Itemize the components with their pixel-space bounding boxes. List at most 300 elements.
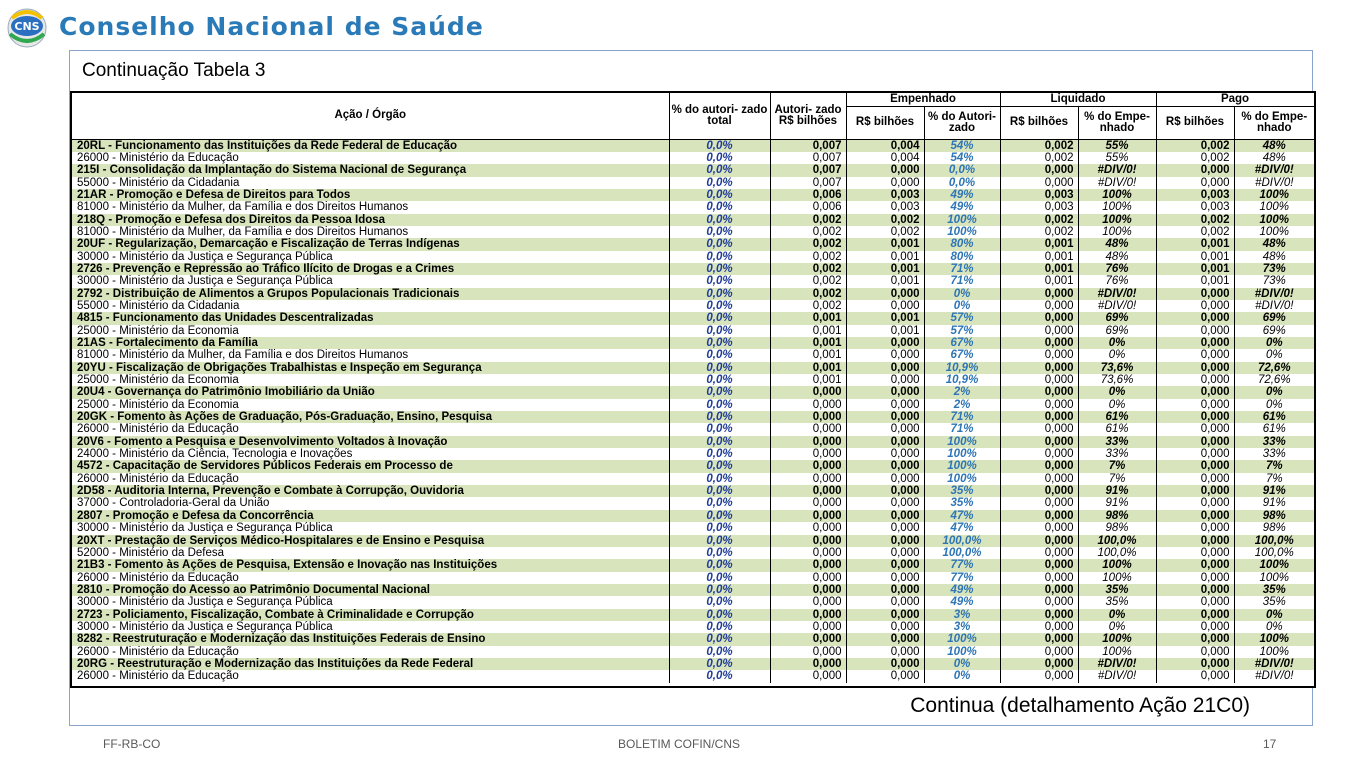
cell-pct-total: 0,0% [669,572,770,584]
orgao-row [72,201,1314,213]
cell-liq-pct: 98% [1078,522,1156,534]
cell-emp: 0,000 [846,510,924,522]
cell-emp-pct: 100,0% [924,547,1000,559]
cell-liq-pct: 0% [1078,609,1156,621]
cell-label: 2726 - Prevenção e Repressão ao Tráfico Ilícito de Drogas e a Crimes [72,263,669,275]
header-pag-rs: R$ bilhões [1156,106,1234,139]
cell-emp: 0,001 [846,238,924,250]
cell-aut: 0,000 [770,547,846,559]
cell-aut: 0,000 [770,436,846,448]
cell-pct-total: 0,0% [669,337,770,349]
cell-pag: 0,000 [1156,510,1234,522]
cell-pag: 0,000 [1156,374,1234,386]
cell-pag-pct: 35% [1234,584,1314,596]
cell-pct-total: 0,0% [669,596,770,608]
cell-liq-pct: 61% [1078,423,1156,435]
acao-row [72,288,1314,300]
cell-aut: 0,000 [770,510,846,522]
cell-liq: 0,000 [1000,547,1078,559]
cell-liq-pct: 0% [1078,621,1156,633]
cell-liq: 0,001 [1000,251,1078,263]
cell-liq: 0,002 [1000,152,1078,164]
cell-pag: 0,000 [1156,584,1234,596]
cell-aut: 0,000 [770,399,846,411]
cell-liq-pct: 100% [1078,214,1156,226]
cell-liq-pct: 100,0% [1078,535,1156,547]
acao-row [72,460,1314,472]
cell-pag-pct: 73% [1234,275,1314,287]
cell-label: 218Q - Promoção e Defesa dos Direitos da Pessoa Idosa [72,214,669,226]
cell-label: 26000 - Ministério da Educação [72,646,669,658]
cell-pag: 0,000 [1156,547,1234,559]
cell-pag: 0,002 [1156,152,1234,164]
orgao-row [72,275,1314,287]
cell-pag-pct: 7% [1234,473,1314,485]
cell-emp: 0,000 [846,609,924,621]
cell-liq: 0,000 [1000,399,1078,411]
cell-pag-pct: 72,6% [1234,374,1314,386]
cell-pag-pct: 61% [1234,411,1314,423]
cell-liq-pct: 98% [1078,510,1156,522]
orgao-row [72,251,1314,263]
cell-pct-total: 0,0% [669,251,770,263]
cell-label: 30000 - Ministério da Justiça e Segurança Pública [72,596,669,608]
cell-pct-total: 0,0% [669,214,770,226]
cell-emp-pct: 49% [924,201,1000,213]
cell-emp-pct: 3% [924,609,1000,621]
orgao-row [72,177,1314,189]
cell-pct-total: 0,0% [669,152,770,164]
cell-pct-total: 0,0% [669,609,770,621]
header-liquidado: Liquidado [1000,93,1156,106]
svg-text:CNS: CNS [14,20,40,33]
cell-pct-total: 0,0% [669,559,770,571]
cell-label: 20GK - Fomento às Ações de Graduação, Pós-Graduação, Ensino, Pesquisa [72,411,669,423]
cell-liq-pct: 100,0% [1078,547,1156,559]
cell-pag-pct: 0% [1234,337,1314,349]
footer-center: BOLETIM COFIN/CNS [618,737,741,751]
cell-pag: 0,000 [1156,312,1234,324]
cell-aut: 0,000 [770,559,846,571]
cell-pag: 0,000 [1156,633,1234,645]
cell-aut: 0,000 [770,621,846,633]
acao-row [72,312,1314,324]
cell-liq-pct: 69% [1078,312,1156,324]
header-liq-rs: R$ bilhões [1000,106,1078,139]
cell-emp-pct: 10,9% [924,374,1000,386]
cell-pag-pct: #DIV/0! [1234,658,1314,670]
cell-pag-pct: 100% [1234,201,1314,213]
cell-liq: 0,000 [1000,349,1078,361]
acao-row [72,658,1314,670]
acao-row [72,411,1314,423]
header-pag-pct: % do Empe- nhado [1234,106,1314,139]
cell-liq: 0,000 [1000,460,1078,472]
acao-row [72,436,1314,448]
cell-liq: 0,003 [1000,189,1078,201]
cell-pag: 0,000 [1156,436,1234,448]
cell-liq: 0,000 [1000,337,1078,349]
cell-emp-pct: 0% [924,300,1000,312]
cell-emp-pct: 57% [924,312,1000,324]
cell-pct-total: 0,0% [669,164,770,176]
cell-pag-pct: 100% [1234,226,1314,238]
cell-liq-pct: 100% [1078,226,1156,238]
cell-pct-total: 0,0% [669,497,770,509]
orgao-row [72,448,1314,460]
cell-pct-total: 0,0% [669,312,770,324]
cell-aut: 0,002 [770,238,846,250]
cell-aut: 0,001 [770,362,846,374]
cell-pag-pct: 100% [1234,646,1314,658]
cell-emp: 0,000 [846,497,924,509]
cell-emp-pct: 71% [924,263,1000,275]
cell-liq-pct: 73,6% [1078,362,1156,374]
cell-pag: 0,000 [1156,325,1234,337]
cell-label: 21B3 - Fomento às Ações de Pesquisa, Extensão e Inovação nas Instituições [72,559,669,571]
cell-aut: 0,007 [770,164,846,176]
cell-pag-pct: 0% [1234,386,1314,398]
cell-label: 81000 - Ministério da Mulher, da Família e dos Direitos Humanos [72,349,669,361]
cell-pag-pct: 69% [1234,312,1314,324]
cell-pag: 0,001 [1156,238,1234,250]
cell-pag-pct: 100% [1234,572,1314,584]
cell-emp-pct: 0% [924,670,1000,682]
cell-pct-total: 0,0% [669,485,770,497]
cell-label: 52000 - Ministério da Defesa [72,547,669,559]
cell-label: 24000 - Ministério da Ciência, Tecnologia e Inovações [72,448,669,460]
acao-row [72,362,1314,374]
cell-emp: 0,000 [846,374,924,386]
cell-emp: 0,000 [846,349,924,361]
cell-liq: 0,000 [1000,658,1078,670]
cell-pag: 0,000 [1156,485,1234,497]
cell-aut: 0,007 [770,139,846,152]
cell-pag-pct: 0% [1234,609,1314,621]
cell-pct-total: 0,0% [669,535,770,547]
cell-label: 20U4 - Governança do Patrimônio Imobiliário da União [72,386,669,398]
cell-pag: 0,000 [1156,460,1234,472]
cell-emp-pct: 47% [924,510,1000,522]
cell-liq: 0,000 [1000,522,1078,534]
cell-pag: 0,000 [1156,288,1234,300]
cell-pag-pct: 98% [1234,510,1314,522]
cell-pct-total: 0,0% [669,436,770,448]
cell-pag-pct: 7% [1234,460,1314,472]
cell-liq: 0,000 [1000,411,1078,423]
cell-pag-pct: #DIV/0! [1234,177,1314,189]
cell-pct-total: 0,0% [669,473,770,485]
cell-pag: 0,000 [1156,646,1234,658]
cell-liq: 0,000 [1000,436,1078,448]
header-pago: Pago [1156,93,1314,106]
cell-aut: 0,001 [770,337,846,349]
cell-emp-pct: 71% [924,411,1000,423]
cell-pct-total: 0,0% [669,658,770,670]
cell-liq-pct: 48% [1078,238,1156,250]
cell-liq-pct: 100% [1078,646,1156,658]
cell-label: 25000 - Ministério da Economia [72,374,669,386]
cell-pct-total: 0,0% [669,423,770,435]
orgao-row [72,572,1314,584]
page-number: 17 [1263,737,1277,751]
acao-row [72,263,1314,275]
cell-emp-pct: 2% [924,386,1000,398]
cell-pct-total: 0,0% [669,460,770,472]
cell-pag: 0,000 [1156,596,1234,608]
cell-label: 20RL - Funcionamento das Instituições da Rede Federal de Educação [72,139,669,152]
cell-pag: 0,000 [1156,497,1234,509]
cell-liq: 0,000 [1000,596,1078,608]
cell-emp: 0,000 [846,386,924,398]
cell-emp: 0,000 [846,572,924,584]
cell-aut: 0,000 [770,535,846,547]
cell-emp: 0,000 [846,460,924,472]
cell-emp-pct: 0,0% [924,164,1000,176]
cell-emp-pct: 35% [924,485,1000,497]
cell-pct-total: 0,0% [669,374,770,386]
cell-pag-pct: 35% [1234,596,1314,608]
cell-emp-pct: 49% [924,584,1000,596]
cell-liq-pct: 100% [1078,559,1156,571]
acao-row [72,584,1314,596]
cell-liq: 0,000 [1000,362,1078,374]
cell-emp: 0,000 [846,646,924,658]
cell-pag-pct: 91% [1234,497,1314,509]
cell-aut: 0,001 [770,349,846,361]
cns-logo [2,4,52,48]
orgao-row [72,399,1314,411]
cell-liq-pct: 100% [1078,633,1156,645]
cell-emp-pct: 71% [924,423,1000,435]
cell-liq-pct: 91% [1078,497,1156,509]
cell-pag: 0,000 [1156,300,1234,312]
cell-pct-total: 0,0% [669,386,770,398]
cell-liq-pct: 0% [1078,337,1156,349]
cell-label: 37000 - Controladoria-Geral da União [72,497,669,509]
cell-label: 20YU - Fiscalização de Obrigações Trabalhistas e Inspeção em Segurança [72,362,669,374]
cell-pag-pct: 98% [1234,522,1314,534]
orgao-row [72,374,1314,386]
orgao-row [72,226,1314,238]
cell-pct-total: 0,0% [669,325,770,337]
orgao-row [72,646,1314,658]
cell-emp-pct: 77% [924,572,1000,584]
acao-row [72,238,1314,250]
cell-liq: 0,002 [1000,139,1078,152]
cell-pag: 0,000 [1156,349,1234,361]
cell-emp: 0,000 [846,288,924,300]
cell-aut: 0,000 [770,448,846,460]
cell-liq: 0,000 [1000,374,1078,386]
cell-emp: 0,000 [846,559,924,571]
cell-emp: 0,000 [846,423,924,435]
cell-aut: 0,000 [770,609,846,621]
cell-aut: 0,002 [770,226,846,238]
cell-pag: 0,000 [1156,164,1234,176]
cell-aut: 0,000 [770,633,846,645]
cell-liq-pct: 100% [1078,201,1156,213]
cell-label: 30000 - Ministério da Justiça e Segurança Pública [72,522,669,534]
cell-label: 20RG - Reestruturação e Modernização das Instituições da Rede Federal [72,658,669,670]
cell-emp: 0,000 [846,411,924,423]
cell-liq-pct: 33% [1078,448,1156,460]
cell-liq-pct: #DIV/0! [1078,300,1156,312]
cell-pag: 0,001 [1156,251,1234,263]
acao-row [72,510,1314,522]
cell-pag-pct: 48% [1234,139,1314,152]
cell-pag: 0,000 [1156,473,1234,485]
cell-label: 25000 - Ministério da Economia [72,325,669,337]
cell-emp: 0,000 [846,300,924,312]
cell-emp: 0,003 [846,201,924,213]
cell-emp-pct: 54% [924,139,1000,152]
cell-pag-pct: 0% [1234,349,1314,361]
cell-pag-pct: 33% [1234,448,1314,460]
cell-liq: 0,000 [1000,670,1078,682]
acao-row [72,189,1314,201]
cell-liq-pct: 100% [1078,572,1156,584]
cell-aut: 0,000 [770,596,846,608]
cell-emp-pct: 10,9% [924,362,1000,374]
acao-row [72,609,1314,621]
orgao-row [72,473,1314,485]
cell-label: 26000 - Ministério da Educação [72,473,669,485]
cell-pag: 0,000 [1156,337,1234,349]
cell-pct-total: 0,0% [669,189,770,201]
orgao-row [72,152,1314,164]
cell-pag: 0,000 [1156,386,1234,398]
cell-aut: 0,006 [770,201,846,213]
cell-pct-total: 0,0% [669,349,770,361]
orgao-row [72,596,1314,608]
cell-label: 81000 - Ministério da Mulher, da Família e dos Direitos Humanos [72,201,669,213]
cell-label: 55000 - Ministério da Cidadania [72,300,669,312]
cell-liq: 0,000 [1000,633,1078,645]
header-emp-rs: R$ bilhões [846,106,924,139]
cell-emp-pct: 35% [924,497,1000,509]
cell-aut: 0,000 [770,522,846,534]
cell-label: 2807 - Promoção e Defesa da Concorrência [72,510,669,522]
cell-label: 20V6 - Fomento a Pesquisa e Desenvolvimento Voltados à Inovação [72,436,669,448]
cell-aut: 0,000 [770,386,846,398]
cell-emp-pct: 0,0% [924,177,1000,189]
cell-label: 2723 - Policiamento, Fiscalização, Combate à Criminalidade e Corrupção [72,609,669,621]
cell-pag-pct: #DIV/0! [1234,288,1314,300]
cell-emp: 0,001 [846,251,924,263]
cell-emp: 0,000 [846,535,924,547]
cell-emp-pct: 67% [924,337,1000,349]
orgao-row [72,547,1314,559]
cell-liq-pct: 73,6% [1078,374,1156,386]
cell-label: 21AR - Promoção e Defesa de Direitos para Todos [72,189,669,201]
cell-emp-pct: 77% [924,559,1000,571]
cell-pct-total: 0,0% [669,448,770,460]
cell-emp: 0,000 [846,399,924,411]
cell-aut: 0,002 [770,263,846,275]
cell-label: 81000 - Ministério da Mulher, da Família e dos Direitos Humanos [72,226,669,238]
cell-emp: 0,001 [846,325,924,337]
cell-liq: 0,000 [1000,448,1078,460]
cell-pct-total: 0,0% [669,139,770,152]
cell-emp-pct: 100,0% [924,535,1000,547]
cell-pag-pct: 100% [1234,189,1314,201]
cell-aut: 0,002 [770,288,846,300]
cell-pag: 0,003 [1156,189,1234,201]
footer-left: FF-RB-CO [103,737,161,751]
cell-emp: 0,000 [846,485,924,497]
cell-emp: 0,000 [846,621,924,633]
cell-label: 26000 - Ministério da Educação [72,423,669,435]
cell-emp: 0,003 [846,189,924,201]
cell-liq: 0,001 [1000,263,1078,275]
cell-emp-pct: 67% [924,349,1000,361]
cell-pag-pct: 100,0% [1234,535,1314,547]
cell-pct-total: 0,0% [669,510,770,522]
cell-emp-pct: 100% [924,226,1000,238]
orgao-row [72,670,1314,682]
cell-liq: 0,002 [1000,214,1078,226]
cell-liq: 0,001 [1000,275,1078,287]
cell-emp: 0,000 [846,448,924,460]
cell-pag-pct: #DIV/0! [1234,164,1314,176]
cell-pag: 0,002 [1156,226,1234,238]
header-liq-pct: % do Empe- nhado [1078,106,1156,139]
cell-label: 2810 - Promoção do Acesso ao Patrimônio Documental Nacional [72,584,669,596]
cell-pag-pct: 100% [1234,633,1314,645]
cell-pct-total: 0,0% [669,547,770,559]
cell-pag-pct: 48% [1234,152,1314,164]
cell-aut: 0,001 [770,374,846,386]
cell-pct-total: 0,0% [669,584,770,596]
cell-pct-total: 0,0% [669,238,770,250]
cell-emp: 0,000 [846,596,924,608]
cell-liq-pct: 35% [1078,596,1156,608]
cell-aut: 0,002 [770,300,846,312]
cell-label: 30000 - Ministério da Justiça e Segurança Pública [72,621,669,633]
cell-emp: 0,000 [846,362,924,374]
continua-note: Continua (detalhamento Ação 21C0) [910,694,1250,717]
cell-pag: 0,001 [1156,275,1234,287]
cell-pag: 0,000 [1156,621,1234,633]
cell-label: 215I - Consolidação da Implantação do Sistema Nacional de Segurança [72,164,669,176]
cell-pag-pct: 73% [1234,263,1314,275]
cell-aut: 0,000 [770,584,846,596]
cell-pag: 0,001 [1156,263,1234,275]
acao-row [72,214,1314,226]
orgao-row [72,621,1314,633]
cell-liq-pct: 7% [1078,460,1156,472]
cell-liq: 0,001 [1000,238,1078,250]
cell-liq-pct: #DIV/0! [1078,177,1156,189]
cell-liq: 0,000 [1000,497,1078,509]
cell-emp-pct: 49% [924,596,1000,608]
cell-aut: 0,000 [770,460,846,472]
cell-pag: 0,000 [1156,362,1234,374]
cell-pct-total: 0,0% [669,411,770,423]
cell-aut: 0,000 [770,485,846,497]
orgao-row [72,423,1314,435]
cell-label: 2D58 - Auditoria Interna, Prevenção e Combate à Corrupção, Ouvidoria [72,485,669,497]
cell-label: 8282 - Reestruturação e Modernização das Instituições Federais de Ensino [72,633,669,645]
cell-emp: 0,000 [846,164,924,176]
cell-label: 20XT - Prestação de Serviços Médico-Hospitalares e de Ensino e Pesquisa [72,535,669,547]
cell-pag: 0,003 [1156,201,1234,213]
cell-liq-pct: 7% [1078,473,1156,485]
cell-liq: 0,000 [1000,300,1078,312]
orgao-row [72,325,1314,337]
cell-pag-pct: 91% [1234,485,1314,497]
